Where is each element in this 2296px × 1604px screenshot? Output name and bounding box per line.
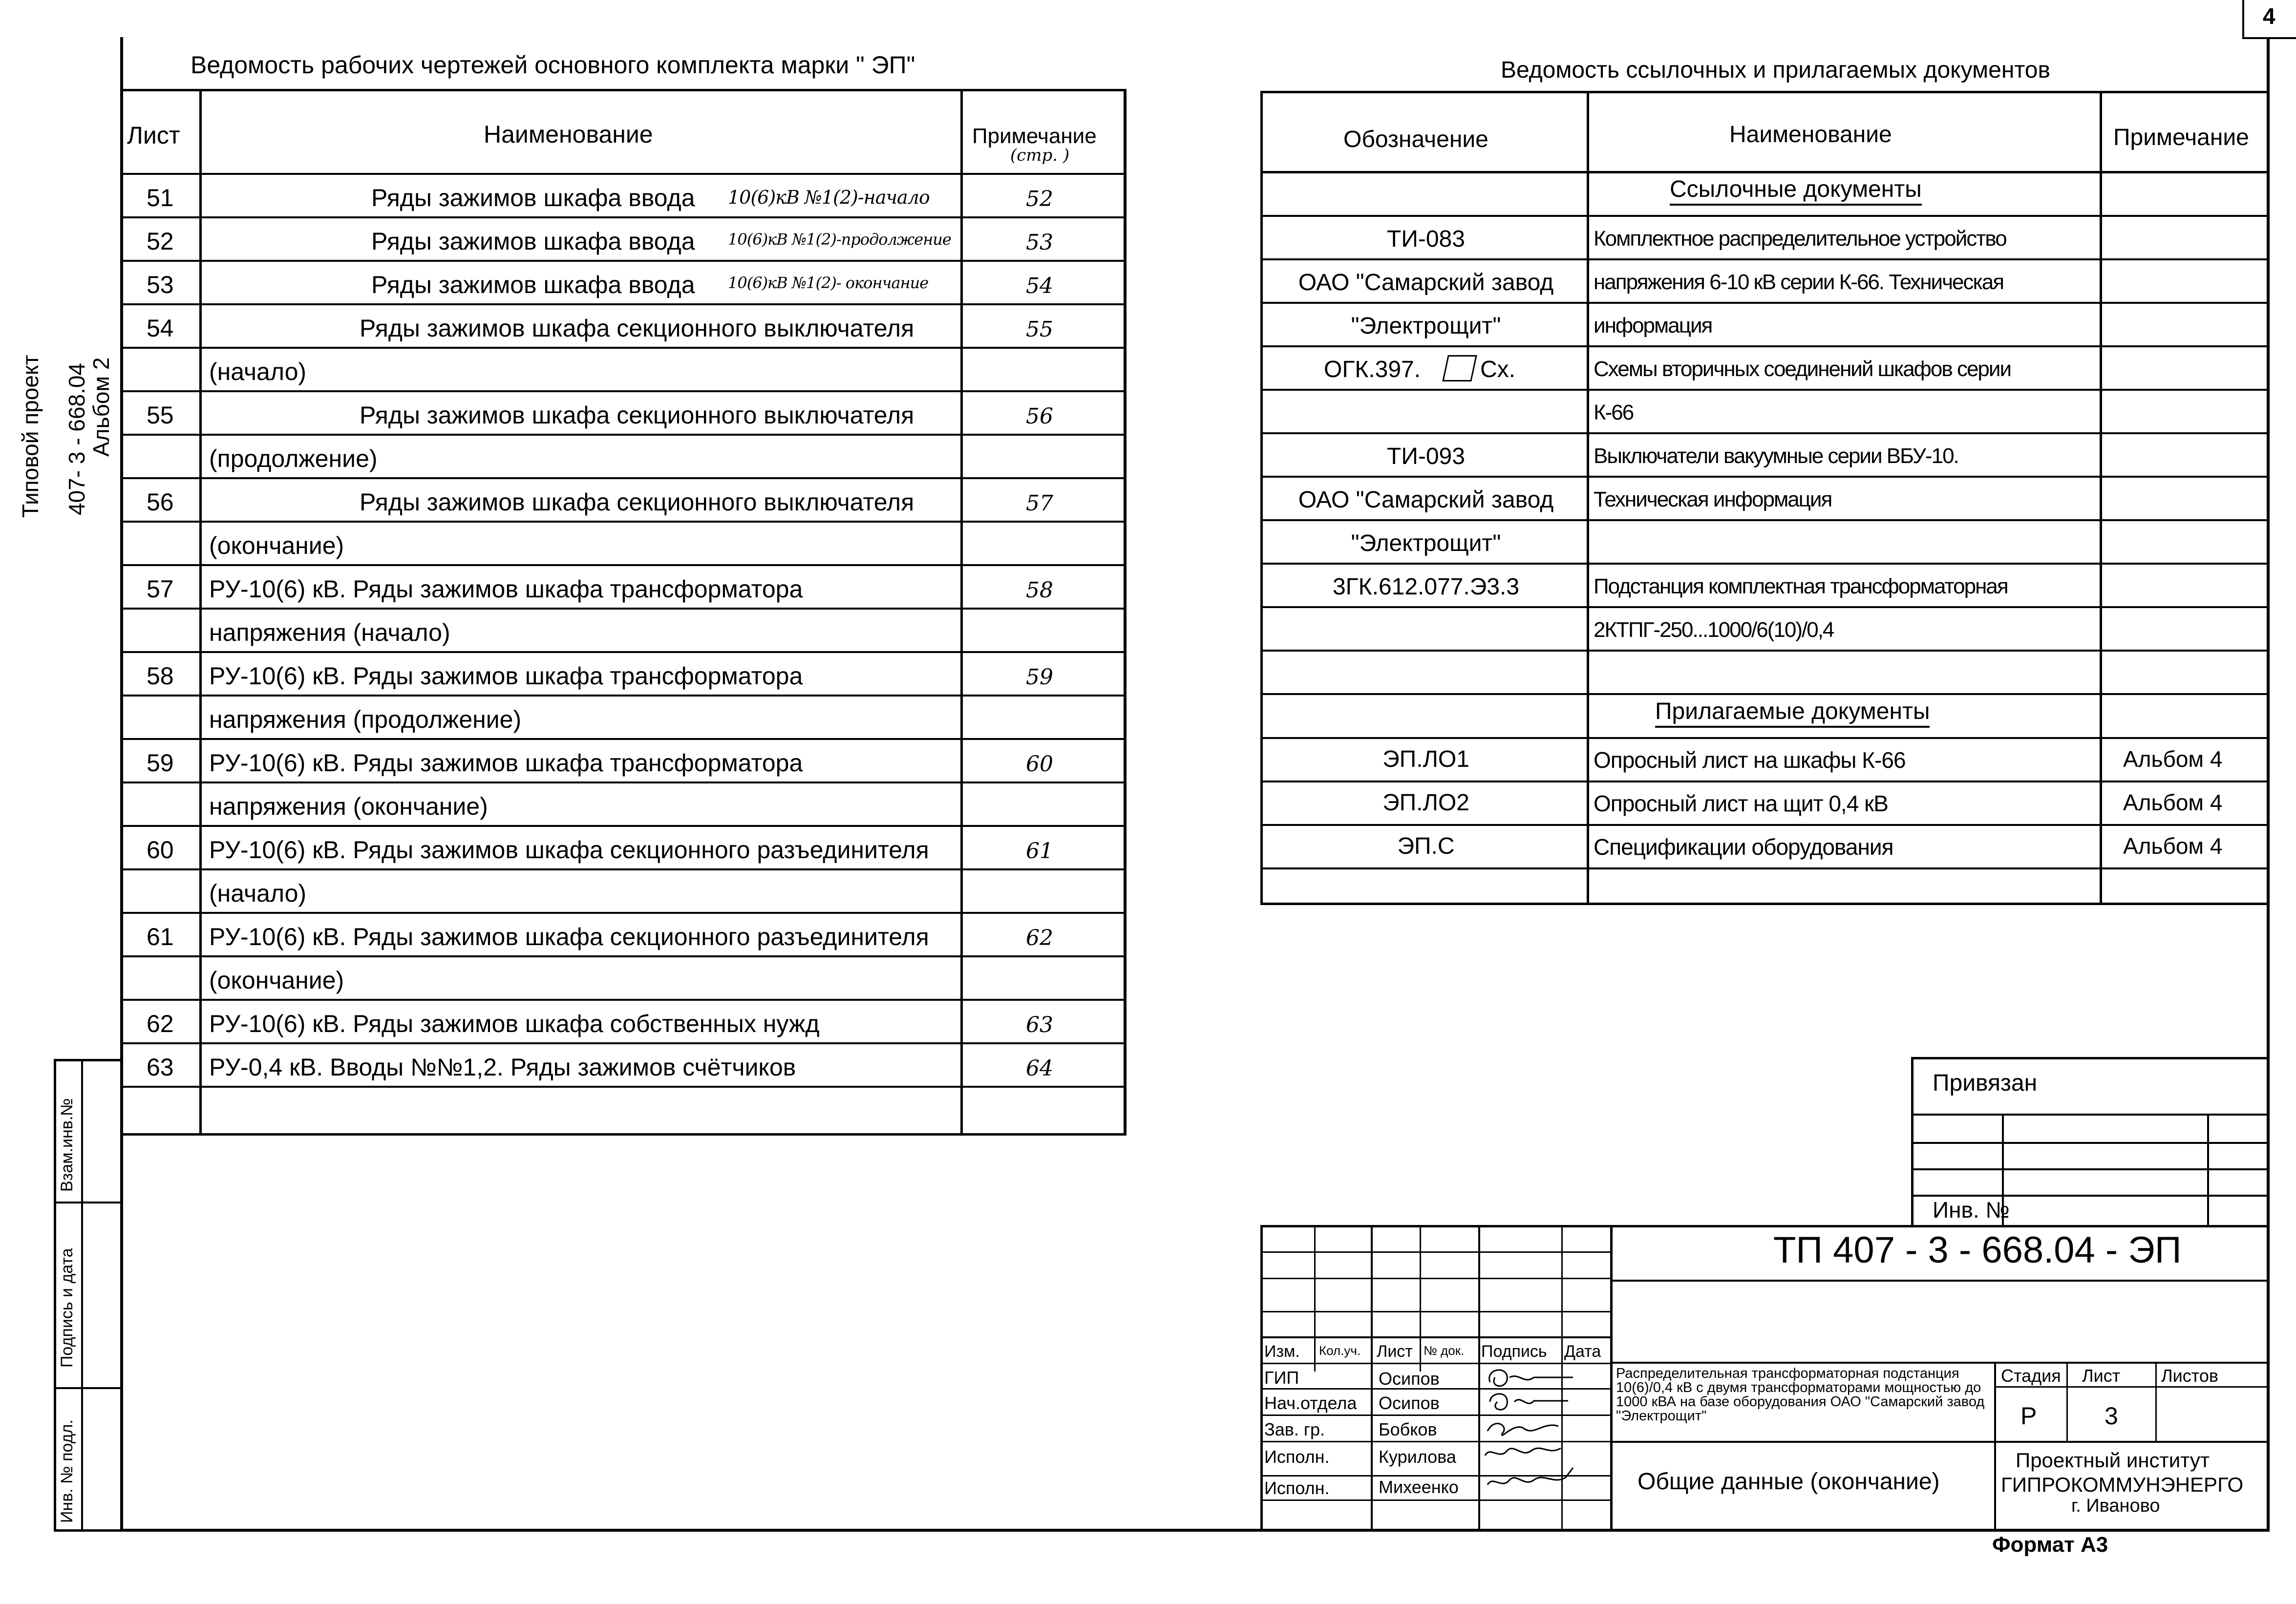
drawings-header-sheet: Лист	[127, 122, 180, 149]
row-name: напряжения (продолжение)	[209, 706, 522, 733]
row-name: Ряды зажимов шкафа секционного выключателя	[360, 315, 914, 342]
row-note: 58	[1026, 578, 1053, 603]
row-sheet: 59	[147, 749, 174, 777]
row-designation: ЭП.ЛО1	[1382, 746, 1469, 772]
row-note: 57	[1026, 491, 1053, 516]
sheet-title: Общие данные (окончание)	[1637, 1469, 1940, 1495]
table-row	[0, 432, 2270, 476]
project-code: ТП 407 - 3 - 668.04 - ЭП	[1773, 1229, 2182, 1271]
row-name: Подстанция комплектная трансформаторная	[1594, 574, 2008, 598]
binding-inv-label: Инв. №	[1933, 1197, 2010, 1223]
row-designation: ЭП.ЛО2	[1382, 790, 1469, 816]
binding-title: Привязан	[1933, 1070, 2038, 1096]
org-line3: г. Иваново	[2071, 1496, 2160, 1516]
table-row	[0, 912, 1124, 955]
row-designation: ТИ-083	[1387, 226, 1465, 252]
row-sheet: 54	[147, 315, 174, 342]
table-row	[0, 476, 2270, 519]
row-sheet: 56	[147, 488, 174, 516]
table-row	[0, 867, 2270, 911]
tb-name-3: Курилова	[1379, 1447, 1456, 1467]
table-row	[0, 258, 2270, 302]
row-name: информация	[1594, 314, 1712, 338]
sheet-label: Лист	[2082, 1366, 2121, 1386]
row-sheet: 51	[147, 184, 174, 211]
org-line2: ГИПРОКОММУНЭНЕРГО	[2001, 1473, 2244, 1496]
row-name: (окончание)	[209, 532, 344, 559]
row-handwritten: 10(6)кВ №1(2)-продолжение	[728, 230, 951, 249]
row-name: (начало)	[209, 880, 307, 907]
row-note: 56	[1026, 404, 1053, 429]
table-row	[0, 606, 2270, 650]
row-designation: "Электрощит"	[1351, 313, 1501, 339]
tb-role-2: Зав. гр.	[1264, 1419, 1325, 1439]
table-row	[0, 650, 2270, 693]
row-handwritten: 10(6)кВ №1(2)-начало	[728, 187, 930, 208]
paper-format: Формат А3	[1992, 1533, 2108, 1557]
tb-role-1: Нач.отдела	[1264, 1393, 1357, 1413]
row-name: РУ-10(6) кВ. Ряды зажимов шкафа трансформатора	[209, 575, 803, 603]
row-name: Схемы вторичных соединений шкафов серии	[1594, 357, 2011, 381]
row-name: Ряды зажимов шкафа секционного выключателя	[360, 401, 914, 429]
table-row	[0, 563, 2270, 606]
tb-head-change: Изм.	[1264, 1342, 1300, 1361]
row-name: (начало)	[209, 358, 307, 385]
stage-value: Р	[2020, 1402, 2037, 1430]
row-sheet: 61	[147, 923, 174, 950]
row-sheet: 62	[147, 1010, 174, 1037]
row-note: 54	[1026, 274, 1053, 298]
sheets-label: Листов	[2161, 1366, 2218, 1386]
row-note: 61	[1026, 839, 1053, 864]
table-row	[0, 695, 1124, 738]
row-note: Альбом 4	[2123, 790, 2223, 815]
references-header-name: Наименование	[1729, 122, 1892, 148]
references-title: Ведомость ссылочных и прилагаемых документов	[1501, 57, 2050, 83]
row-sheet: 63	[147, 1054, 174, 1081]
side-stamp-line3: Альбом 2	[88, 357, 114, 457]
row-note: 53	[1026, 230, 1053, 255]
row-designation: 3ГК.612.077.Э3.3	[1332, 574, 1520, 600]
drawings-header-note: Примечание	[972, 124, 1097, 148]
row-name: Выключатели вакуумные серии ВБУ-10.	[1594, 444, 1958, 468]
row-designation: ОАО "Самарский завод	[1298, 487, 1554, 513]
row-designation: "Электрощит"	[1351, 530, 1501, 556]
row-sheet: 53	[147, 271, 174, 298]
row-name: РУ-10(6) кВ. Ряды зажимов шкафа трансформатора	[209, 662, 803, 690]
row-name: РУ-10(6) кВ. Ряды зажимов шкафа трансформатора	[209, 749, 803, 777]
row-name: Ряды зажимов шкафа секционного выключателя	[360, 488, 914, 516]
tb-name-1: Осипов	[1379, 1393, 1440, 1413]
tb-name-0: Осипов	[1379, 1369, 1440, 1389]
row-note: 64	[1026, 1056, 1053, 1081]
row-name: 2КТПГ-250...1000/6(10)/0,4	[1594, 618, 1834, 642]
row-note: 59	[1026, 665, 1053, 690]
page-number: 4	[2263, 3, 2275, 29]
row-note: 55	[1026, 317, 1053, 342]
table-row	[0, 1086, 1124, 1129]
table-row	[0, 1042, 1124, 1086]
row-name: РУ-10(6) кВ. Ряды зажимов шкафа секционного разъединителя	[209, 836, 929, 864]
table-row	[0, 302, 2270, 345]
row-name: напряжения (начало)	[209, 619, 450, 646]
row-name: напряжения 6-10 кВ серии К-66. Техническая	[1594, 270, 2004, 294]
table-row	[0, 173, 1124, 216]
placeholder-box-icon	[1442, 355, 1477, 381]
row-name: Техническая информация	[1594, 487, 1832, 511]
row-name: (окончание)	[209, 967, 344, 994]
row-name: Ряды зажимов шкафа ввода	[371, 271, 695, 298]
left-stamp-label-sign: Подпись и дата	[58, 1248, 76, 1368]
row-name: (продолжение)	[209, 445, 378, 472]
stage-label: Стадия	[2001, 1366, 2061, 1386]
row-name: Опросный лист на шкафы К-66	[1594, 747, 1906, 773]
row-designation: ОАО "Самарский завод	[1298, 270, 1554, 295]
row-note: 52	[1026, 187, 1053, 211]
row-name: РУ-10(6) кВ. Ряды зажимов шкафа секционного разъединителя	[209, 923, 929, 950]
row-name: Комплектное распределительное устройство	[1594, 227, 2006, 251]
tb-name-2: Бобков	[1379, 1419, 1437, 1439]
project-description: Распределительная трансформаторная подстанция 10(6)/0,4 кВ с двумя трансформаторами мощностью до 1000 кВА на базе оборудования ОАО "Самарский завод "Электрощит"	[1616, 1366, 1985, 1424]
tb-role-0: ГИП	[1264, 1368, 1299, 1388]
left-stamp-label-inv: Инв. № подл.	[58, 1419, 76, 1523]
row-name: К-66	[1594, 401, 1634, 424]
row-designation: ОГК.397.	[1324, 357, 1421, 382]
tb-name-4: Михеенко	[1379, 1477, 1459, 1497]
tb-head-qty: Кол.уч.	[1319, 1343, 1361, 1358]
tb-role-3: Исполн.	[1264, 1447, 1330, 1467]
row-name: Опросный лист на щит 0,4 кВ	[1594, 791, 1888, 816]
row-name: РУ-10(6) кВ. Ряды зажимов шкафа собственных нужд	[209, 1010, 820, 1037]
table-row	[0, 824, 2270, 867]
row-sheet: 57	[147, 575, 174, 603]
row-designation: ТИ-093	[1387, 443, 1465, 469]
tb-role-4: Исполн.	[1264, 1478, 1330, 1498]
row-sheet: 55	[147, 401, 174, 429]
references-header-note: Примечание	[2113, 125, 2249, 150]
table-row	[0, 215, 2270, 258]
table-row	[0, 737, 2270, 781]
table-row	[0, 389, 2270, 432]
drawings-title: Ведомость рабочих чертежей основного комплекта марки " ЭП"	[191, 51, 915, 79]
table-row	[0, 955, 1124, 999]
row-note: 63	[1026, 1013, 1053, 1037]
row-note: Альбом 4	[2123, 833, 2223, 859]
tb-head-sheet: Лист	[1377, 1342, 1413, 1361]
drawings-header-name: Наименование	[484, 121, 653, 148]
drawings-header-note-sub: (стр. )	[1010, 146, 1070, 165]
row-note: 60	[1026, 752, 1053, 777]
tb-head-doc: № док.	[1424, 1343, 1465, 1358]
row-note: Альбом 4	[2123, 746, 2223, 772]
left-stamp-label-replace: Взам.инв.№	[58, 1098, 76, 1192]
row-name: напряжения (окончание)	[209, 793, 488, 820]
table-row	[0, 345, 2270, 389]
row-name: Ряды зажимов шкафа ввода	[371, 184, 695, 211]
sheet-value: 3	[2105, 1402, 2118, 1430]
table-row	[0, 781, 2270, 824]
row-sheet: 60	[147, 836, 174, 864]
org-line1: Проектный институт	[2016, 1449, 2210, 1472]
section-referenced: Ссылочные документы	[1670, 176, 1922, 206]
side-stamp-line2: 407- 3 - 668.04	[64, 362, 89, 515]
row-designation: ЭП.С	[1397, 833, 1455, 859]
section-attached: Прилагаемые документы	[1655, 698, 1930, 728]
row-name: РУ-0,4 кВ. Вводы №№1,2. Ряды зажимов счётчиков	[209, 1054, 796, 1081]
tb-head-date: Дата	[1564, 1342, 1601, 1361]
row-designation-suffix: Сх.	[1480, 357, 1515, 382]
row-name: Ряды зажимов шкафа ввода	[371, 228, 695, 255]
side-stamp-line1: Типовой проект	[18, 355, 43, 518]
row-handwritten: 10(6)кВ №1(2)- окончание	[728, 274, 929, 292]
table-row	[0, 519, 2270, 563]
tb-head-signature: Подпись	[1481, 1342, 1547, 1361]
signatures	[1480, 1363, 1578, 1529]
row-note: 62	[1026, 926, 1053, 950]
row-sheet: 58	[147, 662, 174, 690]
table-row	[0, 999, 1124, 1042]
row-sheet: 52	[147, 228, 174, 255]
references-header-designation: Обозначение	[1343, 127, 1488, 152]
row-name: Спецификации оборудования	[1594, 834, 1893, 860]
